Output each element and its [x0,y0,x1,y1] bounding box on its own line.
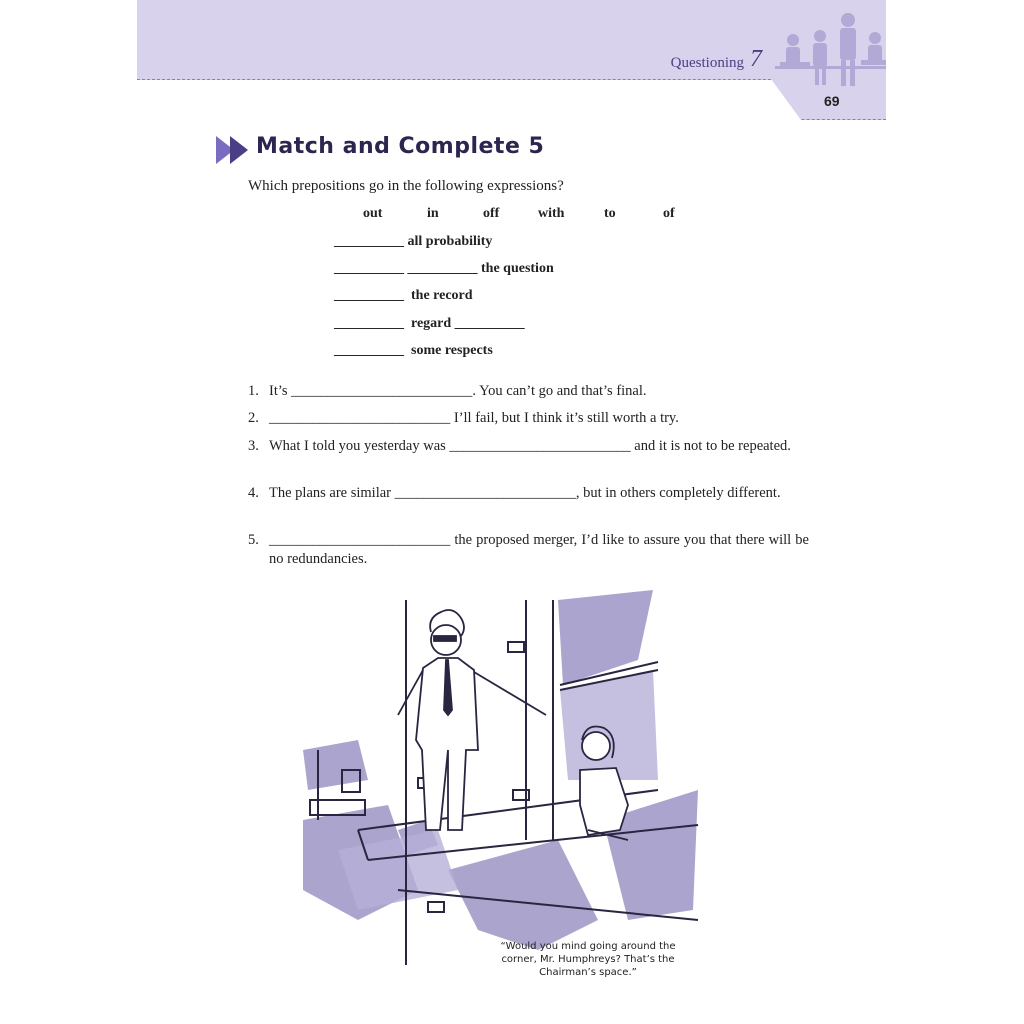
meeting-silhouette-icon [775,10,886,88]
chapter-number: 7 [750,46,762,72]
section-title: Match and Complete 5 [256,134,545,159]
exercise-number: 4. [248,485,259,501]
exercise-number: 1. [248,383,259,399]
header-band [137,0,886,80]
exercise-text: The plans are similar _________________________, but in others completely different. [269,485,781,501]
illustration-caption: “Would you mind going around the corner, Mr. Humphreys? That’s the Chairman’s space.” [500,941,676,978]
preposition: to [604,206,616,221]
exercise-number: 2. [248,410,259,426]
instruction-text: Which prepositions go in the following expressions? [248,178,564,194]
expression-line: __________ __________ the question [334,261,554,276]
preposition: with [538,206,565,221]
preposition: in [427,206,439,221]
cartoon-illustration [298,590,700,970]
section-arrow-icon [216,136,252,164]
preposition: out [363,206,383,221]
expression-line: __________ the record [334,288,473,303]
expression-line: __________ some respects [334,343,493,358]
exercise-text: _________________________ I’ll fail, but I think it’s still worth a try. [269,410,679,426]
page-number: 69 [824,93,840,109]
exercise-text: It’s _________________________. You can’t go and that’s final. [269,383,647,399]
preposition: off [483,206,500,221]
exercise-text: What I told you yesterday was _________________________ and it is not to be repeated. [269,438,791,454]
expression-line: __________ all probability [334,234,493,249]
chapter-title: Questioning [670,55,744,71]
exercise-text: _________________________ the proposed merger, I’d like to assure you that there will be no redundancies. [269,532,809,567]
preposition: of [663,206,675,221]
exercise-number: 5. [248,532,259,548]
exercise-number: 3. [248,438,259,454]
expression-line: __________ regard __________ [334,316,525,331]
